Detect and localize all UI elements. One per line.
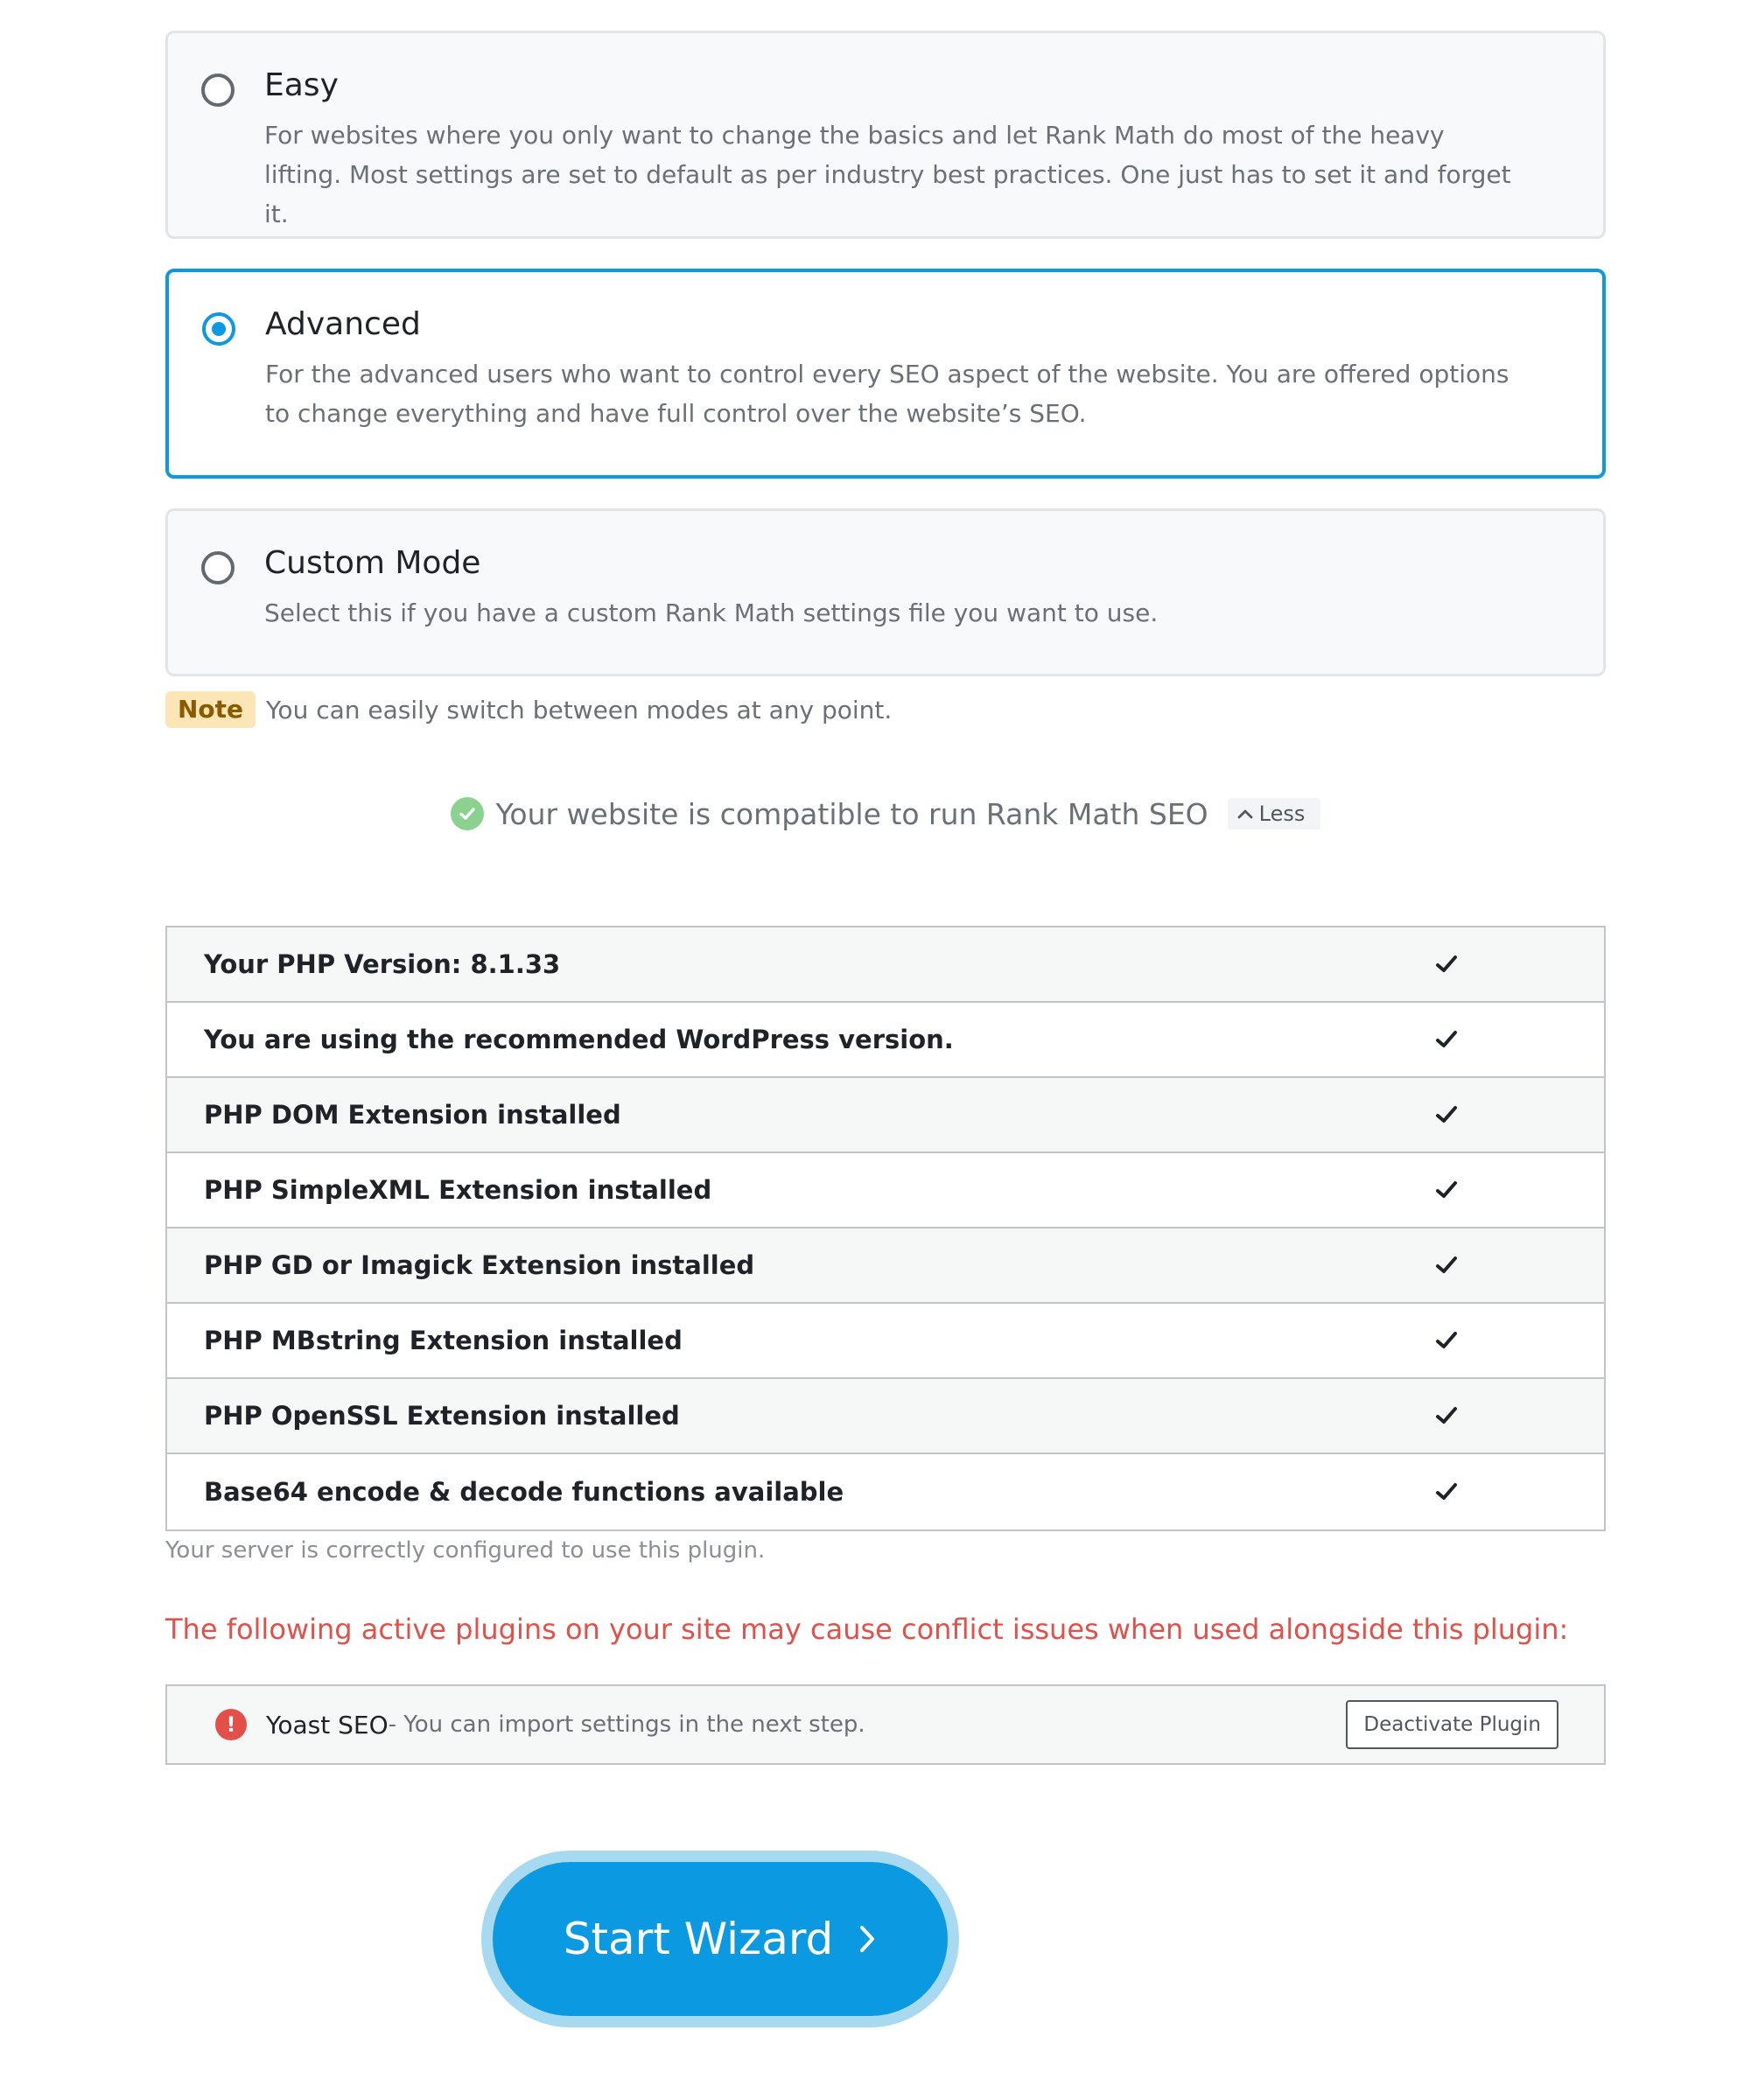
table-row bbox=[167, 1379, 1604, 1454]
table-row bbox=[167, 1304, 1604, 1379]
requirement-label: Your PHP Version: 8.1.33 bbox=[204, 949, 561, 979]
check-circle-icon bbox=[451, 797, 484, 830]
table-row bbox=[167, 1454, 1604, 1530]
table-row bbox=[167, 1228, 1604, 1304]
mode-description-advanced: For the advanced users who want to control every SEO aspect of the website. You are offered options to change everything and have full control over the website’s SEO. bbox=[265, 360, 1509, 428]
chevron-right-icon bbox=[858, 1923, 877, 1955]
checkmark-icon bbox=[1429, 1180, 1464, 1200]
checkmark-icon bbox=[1429, 1482, 1464, 1502]
note-row bbox=[165, 690, 892, 729]
requirement-label: PHP MBstring Extension installed bbox=[204, 1326, 683, 1355]
deactivate-plugin-button[interactable]: Deactivate Plugin bbox=[1346, 1700, 1558, 1749]
note-badge: Note bbox=[165, 691, 256, 728]
mode-description-easy: For websites where you only want to change the basics and let Rank Math do most of the heavy lifting. Most settings are set to default as per industry best practices. One just has to set it and forget it. bbox=[264, 121, 1511, 228]
requirement-label: Base64 encode & decode functions available bbox=[204, 1477, 844, 1507]
checkmark-icon bbox=[1429, 1256, 1464, 1275]
mode-option-advanced[interactable] bbox=[165, 269, 1606, 479]
table-row bbox=[167, 1078, 1604, 1153]
checkmark-icon bbox=[1429, 1331, 1464, 1350]
mode-option-easy[interactable] bbox=[165, 31, 1606, 239]
radio-easy[interactable] bbox=[201, 74, 235, 107]
compatibility-text: Your website is compatible to run Rank Math SEO bbox=[495, 796, 1208, 831]
start-wizard-label: Start Wizard bbox=[563, 1914, 834, 1964]
table-row bbox=[167, 928, 1604, 1003]
mode-option-custom[interactable] bbox=[165, 508, 1606, 676]
requirement-label: You are using the recommended WordPress version. bbox=[204, 1025, 954, 1054]
mode-title-custom: Custom Mode bbox=[264, 545, 481, 581]
conflict-plugin-row bbox=[165, 1684, 1606, 1765]
note-text: You can easily switch between modes at any point. bbox=[266, 695, 893, 724]
compatibility-status bbox=[165, 792, 1606, 836]
radio-advanced[interactable] bbox=[202, 312, 235, 346]
conflict-heading: The following active plugins on your site may cause conflict issues when used alongside this plugin: bbox=[165, 1613, 1569, 1646]
checkmark-icon bbox=[1429, 1030, 1464, 1049]
start-wizard-focus-ring bbox=[481, 1851, 959, 2027]
exclamation-icon: ! bbox=[215, 1709, 247, 1740]
toggle-details-label: Less bbox=[1258, 802, 1306, 826]
mode-title-advanced: Advanced bbox=[265, 306, 421, 342]
radio-custom[interactable] bbox=[201, 551, 235, 584]
start-wizard-button[interactable] bbox=[493, 1862, 948, 2016]
chevron-up-icon bbox=[1236, 808, 1254, 820]
mode-description-custom: Select this if you have a custom Rank Math settings file you want to use. bbox=[264, 598, 1159, 627]
checkmark-icon bbox=[1429, 1406, 1464, 1425]
requirements-table bbox=[165, 926, 1606, 1531]
requirement-label: PHP OpenSSL Extension installed bbox=[204, 1401, 680, 1431]
table-row bbox=[167, 1003, 1604, 1078]
conflict-plugin-name: Yoast SEO bbox=[266, 1710, 389, 1740]
table-row bbox=[167, 1153, 1604, 1228]
toggle-details-button[interactable] bbox=[1228, 798, 1321, 830]
requirement-label: PHP GD or Imagick Extension installed bbox=[204, 1250, 755, 1280]
conflict-plugin-description: - You can import settings in the next step. bbox=[388, 1712, 865, 1738]
setup-mode-panel bbox=[165, 31, 1606, 1740]
mode-title-easy: Easy bbox=[264, 67, 339, 103]
checkmark-icon bbox=[1429, 1105, 1464, 1124]
checkmark-icon bbox=[1429, 955, 1464, 974]
requirement-label: PHP DOM Extension installed bbox=[204, 1100, 621, 1130]
server-config-note: Your server is correctly configured to use this plugin. bbox=[165, 1537, 766, 1564]
requirement-label: PHP SimpleXML Extension installed bbox=[204, 1175, 712, 1205]
